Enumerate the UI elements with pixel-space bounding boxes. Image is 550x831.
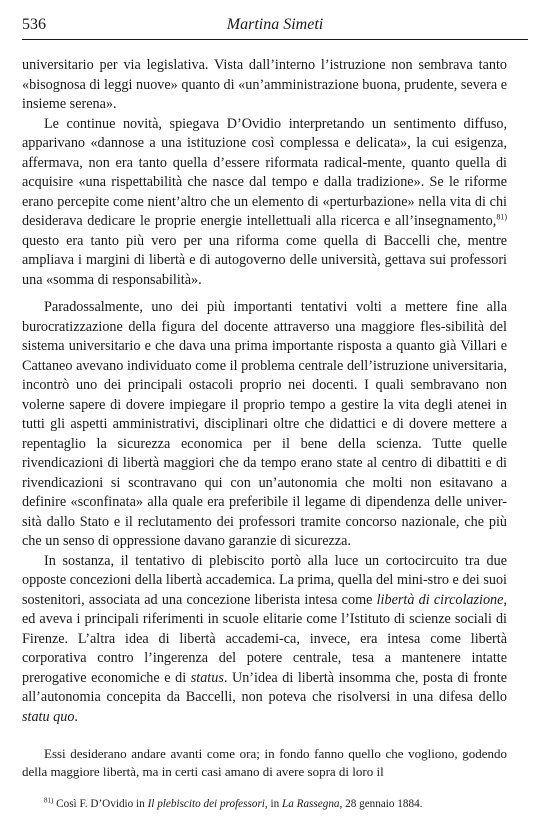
paragraph-2: Le continue novità, spiegava D’Ovidio interpretando un sentimento diffuso, apparivano «dannose a una istituzione così complessa e delicata», la cui esigenza, affermava, non era tanto quella d’essere riformata radical-mente, quanto quella di acquisire «una rispettabilità che nasce dal tempo e dalla tradizione». Se le riforme erano percepite come nient’altro che un elemento di «perturbazione» nella vita di chi desiderava dedicare le proprie energie intellettuali alla ricerca e all’insegnamento,$^{81)}$ questo era tanto più vero per una riforma come quella di Baccelli che, mentre ampliava i margini di libertà e di autogoverno delle università, gettava sui professori una «somma di responsabilità».: [22, 115, 507, 288]
footnote-title: Il plebiscito dei professori: [147, 798, 265, 810]
paragraph-1: universitario per via legislativa. Vista dall’interno l’istruzione non sembrava tanto «bisognosa di leggi nuove» quanto di «un’amministrazione buona, prudente, severa e insieme serena».: [22, 57, 507, 112]
small-paragraph-block: [22, 745, 507, 781]
footnote-reference[interactable]: 81): [496, 212, 507, 222]
italic-phrase: statu quo: [22, 708, 75, 725]
page-header: [22, 14, 528, 40]
footnote: $^{81)}$ Così F. D’Ovidio in Il plebiscito dei professori, in La Rassegna, 28 gennaio 1884.: [44, 796, 423, 810]
page-number: 536: [22, 16, 46, 33]
footnote-journal: La Rassegna: [282, 798, 340, 810]
paragraph-3: Paradossalmente, uno dei più importanti tentativi volti a mettere fine alla burocratizzazione della figura del docente attraverso una maggiore fles-sibilità del sistema universitario e che dava una prima importante risposta a quanto già Villari e Cattaneo avevano individuato come il problema centrale dell’istruzione universitaria, incontrò uno dei principali ostacoli proprio nei docenti. I quali sembravano non volerne sapere di dovere impiegare il proprio tempo a gestire la vita degli atenei in tutti gli aspetti amministrativi, disciplinari oltre che didattici e di dovere mettere a repentaglio la sicurezza economica per il bene della scienza. Tutte quelle rivendicazioni di libertà maggiori che da tempo erano state al centro di dibattiti e di rivendicazioni si scontravano qui con un’autonomia che molti non esitavano a definire «sconfinata» alla quale era preferibile il legame di dipendenza delle univer-sità dallo Stato e il reclutamento dei professori tramite concorso nazionale, che più che un senso di oppressione davano garanzie di sicurezza.: [22, 299, 507, 549]
running-head: Martina Simeti: [226, 16, 324, 33]
body-text: [22, 56, 507, 727]
small-paragraph: Essi desiderano andare avanti come ora; in fondo fanno quello che vogliono, godendo della maggiore libertà, ma in certi casi amano di avere sopra di loro il: [22, 746, 507, 779]
italic-phrase: libertà di circolazione: [376, 591, 504, 608]
paragraph-4: In sostanza, il tentativo di plebiscito portò alla luce un cortocircuito tra due opposte concezioni della libertà accademica. La prima, quella del mini-stro e dei suoi sostenitori, associata ad una concezione liberista intesa come libertà di circolazione, ed aveva i principali riferimenti in scuole elitarie come l’Istituto di scienze sociali di Firenze. L’altra idea di libertà accademi-ca, invece, era intesa come libertà corporativa contro l’ingerenza del potere centrale, tesa a mantenere intatte prerogative economiche e di status. Un’idea di libertà insomma che, posta di fronte all’autonomia concepita da Baccelli, non poteva che risolversi in una difesa dello statu quo.: [22, 552, 507, 725]
header-rule: [22, 39, 528, 40]
italic-word: status: [190, 669, 224, 686]
footnote-mark: 81): [44, 796, 54, 805]
